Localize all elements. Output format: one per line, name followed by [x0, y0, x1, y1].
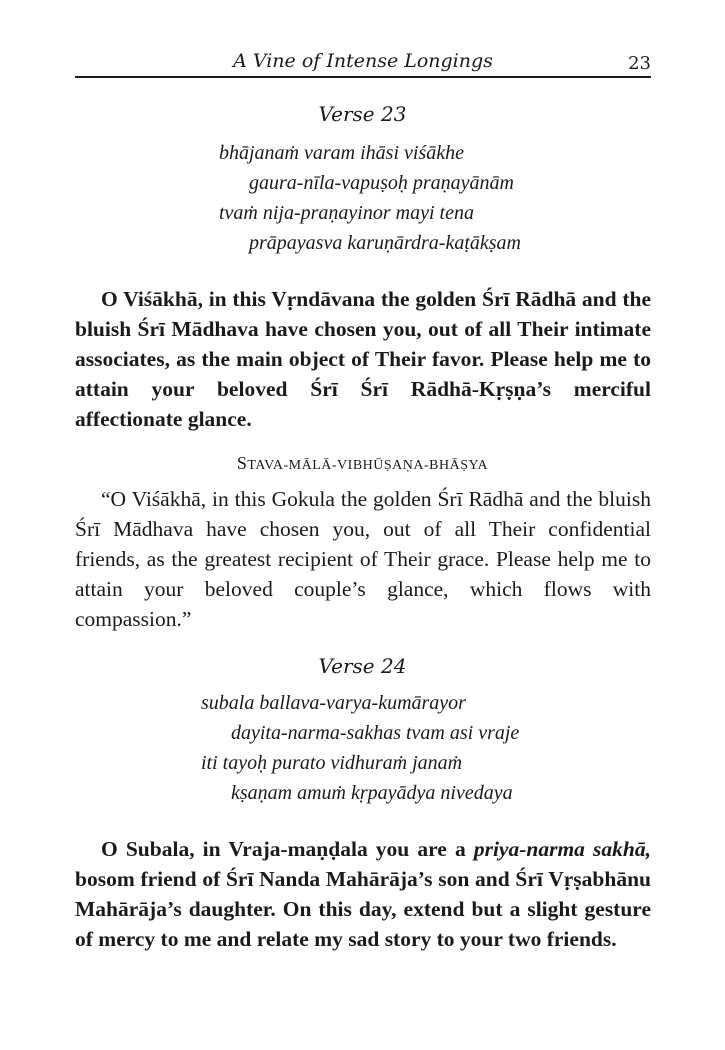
verse-24-translation-part-2: bosom friend of Śrī Nanda Mahārāja’s son and Śrī Vṛṣabhānu Mahārāja’s daughter. On this day, extend but a slight gesture of mercy to me and relate my sad story to your two friends.	[75, 867, 651, 951]
page-number: 23	[628, 53, 651, 74]
commentary-heading-initial: S	[236, 453, 248, 473]
verse-23-line-2: gaura-nīla-vapuṣoḥ praṇayānām	[249, 172, 514, 194]
verse-23-heading: Verse 23	[318, 102, 407, 126]
commentary-heading-rest: TAVA-MĀLĀ-VIBHŪṢAṆA-BHĀṢYA	[247, 458, 489, 473]
verse-24-translation	[75, 834, 651, 954]
commentary-text: “O Viśākhā, in this Gokula the golden Śrī Rādhā and the bluish Śrī Mādhava have chosen you, out of all Their confidential friends, as the greatest recipient of Their grace. Please help me to attain your beloved couple’s glance, which flows with compassion.”	[75, 487, 651, 631]
verse-24-translation-part-1: O Subala, in Vraja-maṇḍala you are a	[101, 837, 474, 861]
verse-24-line-1: subala ballava-varya-kumārayor	[201, 692, 466, 714]
verse-24-line-3: iti tayoḥ purato vidhuraṁ janaṁ	[201, 752, 463, 774]
verse-24-heading: Verse 24	[318, 654, 407, 678]
verse-23-translation: O Viśākhā, in this Vṛndāvana the golden Śrī Rādhā and the bluish Śrī Mādhava have chosen you, out of all Their intimate associates, as the main object of Their favor. Please help me to attain your beloved Śrī Śrī Rādhā-Kṛṣṇa’s merciful affectionate glance.	[75, 287, 651, 431]
priya-narma-sakha-term: priya-narma sakhā,	[473, 837, 652, 861]
verse-24-line-2: dayita-narma-sakhas tvam asi vraje	[231, 722, 520, 744]
running-title: A Vine of Intense Longings	[233, 50, 493, 72]
verse-23-line-4: prāpayasva karuṇārdra-kaṭākṣam	[249, 232, 522, 254]
commentary-heading	[0, 453, 725, 474]
verse-24-line-4: kṣaṇam amuṁ kṛpayādya nivedaya	[231, 782, 513, 804]
verse-23-line-3: tvaṁ nija-praṇayinor mayi tena	[219, 202, 474, 224]
verse-23-line-1: bhājanaṁ varam ihāsi viśākhe	[219, 142, 464, 164]
page-header	[75, 50, 651, 78]
